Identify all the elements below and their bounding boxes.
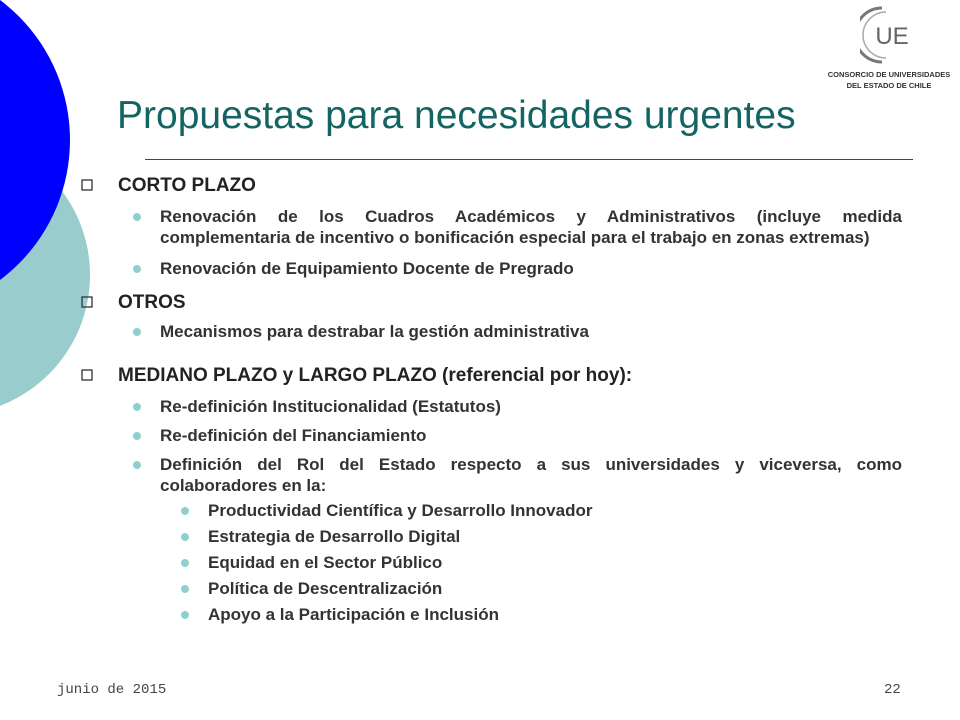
sub-list-item-text: Política de Descentralización (208, 579, 443, 598)
slide-title: Propuestas para necesidades urgentes (117, 94, 796, 137)
section-otros (80, 291, 902, 342)
list-item (118, 206, 902, 248)
bullet-list (118, 396, 902, 496)
sub-bullet-list (166, 498, 902, 628)
hollow-square-bullet-icon (80, 178, 94, 192)
teal-dot-bullet-icon (133, 461, 141, 469)
teal-dot-bullet-icon (133, 403, 141, 411)
list-item (118, 396, 902, 417)
teal-dot-bullet-icon (133, 265, 141, 273)
logo-line-1: CONSORCIO DE UNIVERSIDADES (827, 70, 951, 79)
logo-mark-text: UE (875, 23, 909, 50)
logo-line-2: DEL ESTADO DE CHILE (846, 81, 932, 90)
teal-dot-bullet-icon (181, 533, 189, 541)
hollow-square-bullet-icon (80, 295, 94, 309)
sub-list-item-text: Apoyo a la Participación e Inclusión (208, 605, 499, 624)
list-item (118, 258, 902, 279)
footer-date: junio de 2015 (57, 682, 167, 698)
teal-dot-bullet-icon (181, 507, 189, 515)
sub-list-item-text: Estrategia de Desarrollo Digital (208, 527, 461, 546)
hollow-square-bullet-icon (80, 368, 94, 382)
section-heading: OTROS (118, 292, 186, 313)
teal-dot-bullet-icon (181, 611, 189, 619)
section-mediano-largo-plazo (80, 364, 902, 628)
slide-content (80, 174, 902, 628)
section-corto-plazo (80, 174, 902, 279)
bullet-list (118, 206, 902, 279)
sub-list-item (166, 576, 902, 602)
title-divider (145, 159, 913, 160)
page-number: 22 (884, 682, 901, 698)
ue-logo-icon (860, 4, 920, 66)
list-item (118, 454, 902, 496)
teal-dot-bullet-icon (133, 432, 141, 440)
section-heading: CORTO PLAZO (118, 175, 256, 196)
section-heading: MEDIANO PLAZO y LARGO PLAZO (referencial por hoy): (118, 365, 633, 386)
teal-dot-bullet-icon (181, 559, 189, 567)
sub-list-item (166, 524, 902, 550)
sub-list-item (166, 602, 902, 628)
list-item (118, 321, 902, 342)
list-item-text: Definición del Rol del Estado respecto a sus universidades y viceversa, como colaboradores en la: (160, 455, 902, 495)
list-item-text: Re-definición Institucionalidad (Estatutos) (160, 397, 501, 416)
list-item-text: Re-definición del Financiamiento (160, 426, 427, 445)
teal-dot-bullet-icon (133, 328, 141, 336)
list-item (118, 425, 902, 446)
sub-list-item-text: Equidad en el Sector Público (208, 553, 443, 572)
list-item-text: Mecanismos para destrabar la gestión administrativa (160, 322, 589, 341)
bullet-list (118, 321, 902, 342)
teal-dot-bullet-icon (181, 585, 189, 593)
sub-list-item-text: Productividad Científica y Desarrollo Innovador (208, 501, 593, 520)
cue-logo (822, 4, 956, 94)
list-item-text: Renovación de los Cuadros Académicos y Administrativos (incluye medida complementaria de incentivo o bonificación especial para el trabajo en zonas extremas) (160, 207, 902, 247)
teal-dot-bullet-icon (133, 213, 141, 221)
sub-list-item (166, 550, 902, 576)
list-item-text: Renovación de Equipamiento Docente de Pregrado (160, 259, 574, 278)
sub-list-item (166, 498, 902, 524)
